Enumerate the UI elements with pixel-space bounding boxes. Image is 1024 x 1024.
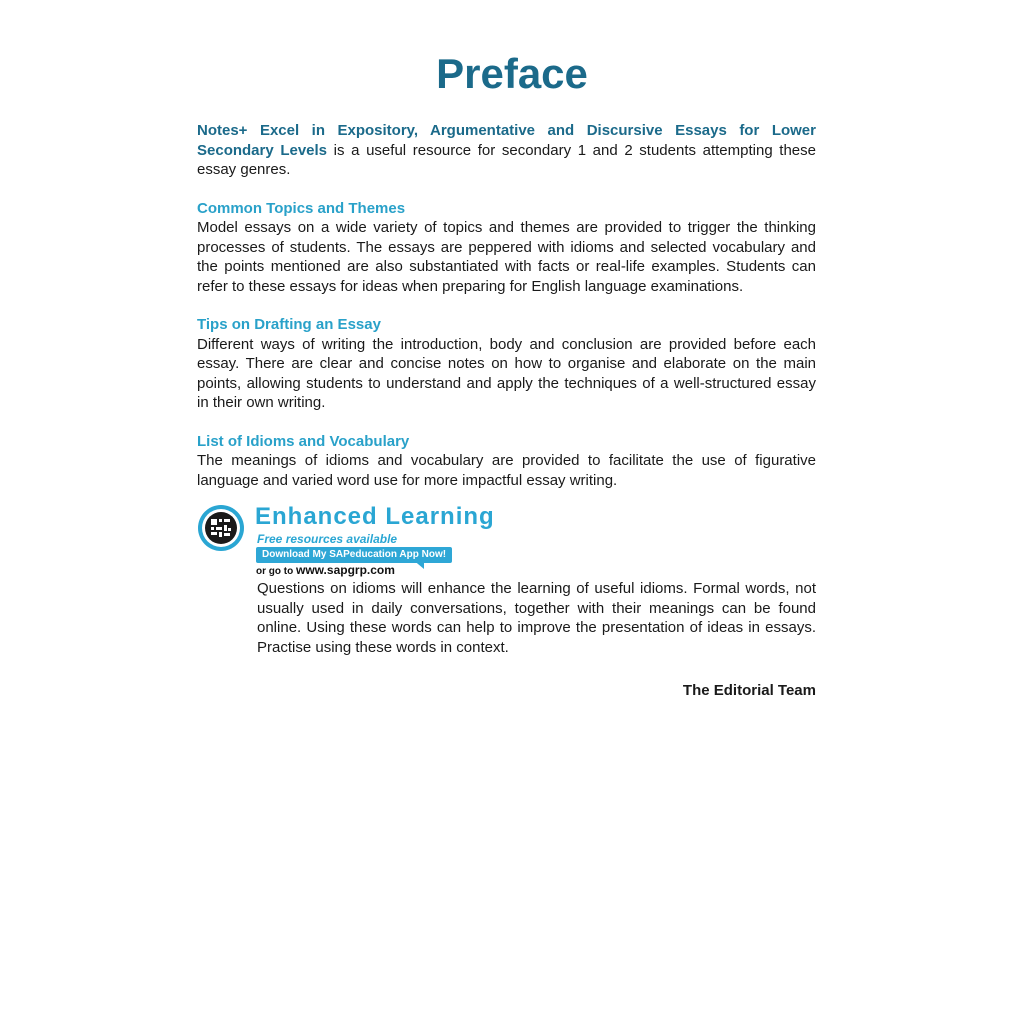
badge-pointer bbox=[412, 559, 424, 569]
qr-code-icon bbox=[197, 504, 245, 552]
download-app-badge[interactable]: Download My SAPeducation App Now! bbox=[256, 547, 452, 563]
enhanced-learning-banner bbox=[197, 504, 816, 579]
section-heading: Tips on Drafting an Essay bbox=[197, 316, 381, 333]
page-title: Preface bbox=[436, 50, 588, 97]
section-idioms-vocabulary bbox=[197, 432, 816, 491]
intro-paragraph bbox=[197, 121, 816, 180]
signature: The Editorial Team bbox=[682, 682, 816, 699]
intro-text: is a useful resource for secondary 1 and 2 students attempting these essay genres. bbox=[197, 141, 816, 178]
section-drafting-tips bbox=[197, 315, 816, 413]
section-common-topics bbox=[197, 199, 816, 297]
preface-content bbox=[197, 121, 816, 657]
section-heading: List of Idioms and Vocabulary bbox=[197, 432, 410, 450]
section-body: Model essays on a wide variety of topics and themes are provided to trigger the thinking processes of students. The essays are peppered with idioms and selected vocabulary and the points mentioned are also substantiated with facts or real-life examples. Students can refer to these essays for ideas when preparing for English language examinations. bbox=[197, 219, 816, 295]
section-body: The meanings of idioms and vocabulary are provided to facilitate the use of figurative language and varied word use for more impactful essay writing. bbox=[197, 452, 816, 489]
section-heading: Common Topics and Themes bbox=[197, 199, 406, 217]
free-resources-label: Free resources available bbox=[257, 532, 398, 546]
enhanced-learning-body: Questions on idioms will enhance the learning of useful idioms. Formal words, not usually used in daily conversations, together with their meanings can be found online. Using these words can help to improve the presentation of ideas in essays. Practise using these words in context. bbox=[257, 580, 816, 656]
website-link-line: or go to www.sapgrp.com bbox=[256, 563, 395, 577]
website-link[interactable]: www.sapgrp.com bbox=[296, 563, 395, 577]
section-body: Different ways of writing the introduction, body and conclusion are provided before each essay. There are clear and concise notes on how to organise and elaborate on the main points, allowing students to understand and apply the techniques of a well-structured essay in their own writing. bbox=[197, 335, 816, 411]
book-title: Notes+ Excel in Expository, Argumentative and Discursive Essays for Lower Secondary Levels bbox=[197, 122, 816, 159]
enhanced-learning-heading: Enhanced Learning bbox=[255, 503, 495, 530]
